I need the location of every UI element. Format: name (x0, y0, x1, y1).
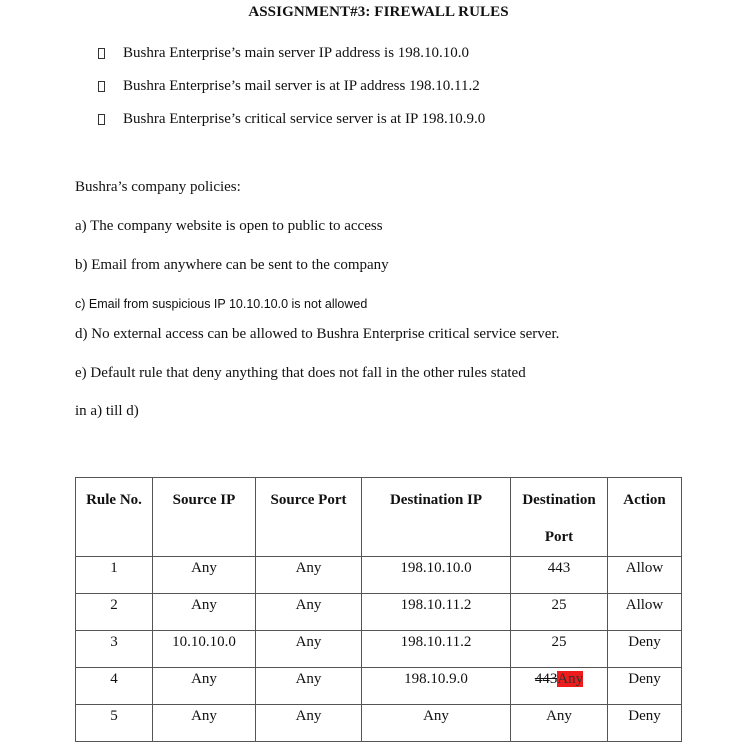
highlighted-port: Any (557, 671, 584, 687)
header-destination-line2: Port (544, 529, 574, 545)
cell-destination-port: Any (511, 705, 608, 742)
policy-c: c) Email from suspicious IP 10.10.10.0 is not allowed (75, 297, 368, 311)
checkbox-icon (98, 48, 105, 59)
server-bullet-main (98, 45, 469, 62)
policy-e: e) Default rule that deny anything that does not fall in the other rules stated (75, 365, 526, 381)
cell-source-port: Any (256, 557, 362, 594)
cell-source-port: Any (256, 631, 362, 668)
cell-source-ip: 10.10.10.0 (153, 631, 256, 668)
firewall-rules-table (75, 477, 682, 742)
table-row (76, 668, 682, 705)
header-destination-line1: Destination (522, 492, 596, 508)
cell-destination-ip: 198.10.11.2 (362, 631, 511, 668)
header-destination-ip: Destination IP (362, 478, 511, 557)
checkbox-icon (98, 114, 105, 125)
table-header-row (76, 478, 682, 557)
cell-source-port: Any (256, 594, 362, 631)
cell-action: Deny (608, 705, 682, 742)
policy-d: d) No external access can be allowed to Bushra Enterprise critical service server. (75, 326, 560, 342)
cell-source-ip: Any (153, 668, 256, 705)
cell-source-ip: Any (153, 594, 256, 631)
cell-rule-no: 1 (76, 557, 153, 594)
cell-action: Deny (608, 668, 682, 705)
cell-source-ip: Any (153, 705, 256, 742)
table-row (76, 631, 682, 668)
struck-port: 443 (534, 671, 558, 687)
policy-e-cont: in a) till d) (75, 403, 139, 419)
bullet-text: Bushra Enterprise’s main server IP address is 198.10.10.0 (123, 45, 470, 61)
cell-rule-no: 3 (76, 631, 153, 668)
cell-action: Allow (608, 557, 682, 594)
table-row (76, 705, 682, 742)
cell-destination-port: 25 (511, 594, 608, 631)
server-bullet-mail (98, 78, 480, 95)
header-source-port: Source Port (256, 478, 362, 557)
cell-destination-ip: 198.10.9.0 (362, 668, 511, 705)
cell-destination-ip: 198.10.10.0 (362, 557, 511, 594)
page-title: ASSIGNMENT#3: FIREWALL RULES (248, 4, 509, 20)
cell-source-port: Any (256, 668, 362, 705)
cell-action: Deny (608, 631, 682, 668)
cell-destination-port: 25 (511, 631, 608, 668)
cell-rule-no: 4 (76, 668, 153, 705)
cell-destination-port (511, 668, 608, 705)
bullet-text: Bushra Enterprise’s critical service server is at IP 198.10.9.0 (123, 111, 486, 127)
cell-destination-ip: Any (362, 705, 511, 742)
header-rule-no: Rule No. (76, 478, 153, 557)
cell-source-port: Any (256, 705, 362, 742)
cell-rule-no: 2 (76, 594, 153, 631)
header-action: Action (608, 478, 682, 557)
cell-destination-port: 443 (511, 557, 608, 594)
table-row (76, 557, 682, 594)
cell-action: Allow (608, 594, 682, 631)
policies-heading: Bushra’s company policies: (75, 179, 241, 195)
header-destination-port (511, 478, 608, 557)
header-source-ip: Source IP (153, 478, 256, 557)
policy-b: b) Email from anywhere can be sent to the company (75, 257, 389, 273)
checkbox-icon (98, 81, 105, 92)
server-bullet-critical (98, 111, 485, 128)
cell-source-ip: Any (153, 557, 256, 594)
policy-a: a) The company website is open to public to access (75, 218, 383, 234)
cell-destination-ip: 198.10.11.2 (362, 594, 511, 631)
table-row (76, 594, 682, 631)
bullet-text: Bushra Enterprise’s mail server is at IP address 198.10.11.2 (123, 78, 480, 94)
cell-rule-no: 5 (76, 705, 153, 742)
